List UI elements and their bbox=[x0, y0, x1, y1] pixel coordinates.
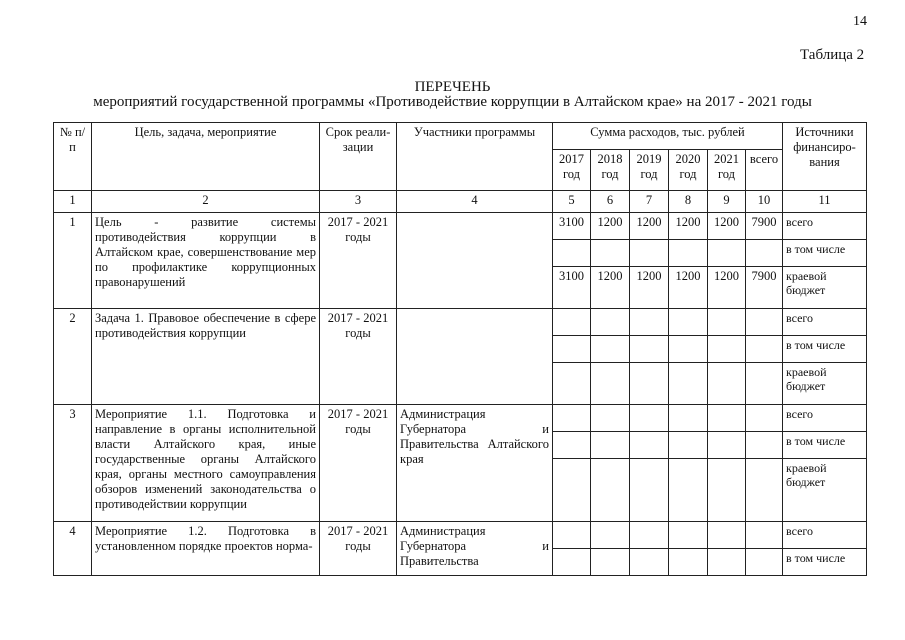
value-2021 bbox=[708, 522, 746, 549]
value-total bbox=[746, 459, 783, 522]
funding-source: в том числе bbox=[783, 549, 867, 576]
funding-source: всего bbox=[783, 309, 867, 336]
value-2017 bbox=[553, 309, 591, 336]
row-participants: Администрация Губернатора и Правительства bbox=[397, 522, 553, 576]
value-2018 bbox=[591, 363, 630, 405]
value-2017 bbox=[553, 240, 591, 267]
row-term: 2017 - 2021 годы bbox=[320, 522, 397, 576]
value-2019 bbox=[630, 240, 669, 267]
value-2020: 1200 bbox=[669, 267, 708, 309]
value-2021 bbox=[708, 363, 746, 405]
header-year-2021: 2021 год bbox=[708, 150, 746, 191]
header-sources: Источники финансиро-вания bbox=[783, 123, 867, 191]
col-number: 6 bbox=[591, 191, 630, 213]
funding-source: в том числе bbox=[783, 240, 867, 267]
value-2018: 1200 bbox=[591, 213, 630, 240]
header-participants: Участники программы bbox=[397, 123, 553, 191]
row-participants: Администрация Губернатора и Правительства Алтайского края bbox=[397, 405, 553, 522]
header-goal: Цель, задача, мероприятие bbox=[92, 123, 320, 191]
value-2018 bbox=[591, 459, 630, 522]
value-2019 bbox=[630, 336, 669, 363]
col-number: 9 bbox=[708, 191, 746, 213]
col-number: 7 bbox=[630, 191, 669, 213]
value-2019: 1200 bbox=[630, 267, 669, 309]
value-2017: 3100 bbox=[553, 267, 591, 309]
value-2019 bbox=[630, 459, 669, 522]
table-label: Таблица 2 bbox=[800, 47, 865, 63]
value-2018 bbox=[591, 336, 630, 363]
document-subtitle: мероприятий государственной программы «Противодействие коррупции в Алтайском крае» на 2017 - 2021 годы bbox=[93, 94, 812, 110]
value-total: 7900 bbox=[746, 213, 783, 240]
value-2019 bbox=[630, 405, 669, 432]
row-term: 2017 - 2021 годы bbox=[320, 405, 397, 522]
value-2017 bbox=[553, 336, 591, 363]
value-total bbox=[746, 309, 783, 336]
value-2019: 1200 bbox=[630, 213, 669, 240]
document-title: ПЕРЕЧЕНЬ bbox=[414, 79, 491, 95]
row-num: 4 bbox=[54, 522, 92, 576]
value-total bbox=[746, 363, 783, 405]
row-num: 3 bbox=[54, 405, 92, 522]
value-2017 bbox=[553, 459, 591, 522]
row-term: 2017 - 2021 годы bbox=[320, 309, 397, 405]
value-2020 bbox=[669, 336, 708, 363]
value-2020 bbox=[669, 459, 708, 522]
value-2020 bbox=[669, 549, 708, 576]
funding-source: краевой бюджет bbox=[783, 459, 867, 522]
row-term: 2017 - 2021 годы bbox=[320, 213, 397, 309]
table-row bbox=[54, 213, 867, 240]
value-total bbox=[746, 522, 783, 549]
value-2021: 1200 bbox=[708, 267, 746, 309]
row-goal: Цель - развитие системы противодействия коррупции в Алтайском крае, совершенствование мер по профилактике коррупционных правонарушений bbox=[92, 213, 320, 309]
value-2020 bbox=[669, 309, 708, 336]
col-number: 11 bbox=[783, 191, 867, 213]
measures-table bbox=[53, 122, 867, 576]
value-2018 bbox=[591, 432, 630, 459]
header-year-2020: 2020 год bbox=[669, 150, 708, 191]
value-2017 bbox=[553, 522, 591, 549]
table-row bbox=[54, 405, 867, 432]
header-costs: Сумма расходов, тыс. рублей bbox=[553, 123, 783, 150]
header-year-2018: 2018 год bbox=[591, 150, 630, 191]
value-2017 bbox=[553, 549, 591, 576]
funding-source: всего bbox=[783, 522, 867, 549]
funding-source: в том числе bbox=[783, 336, 867, 363]
col-number: 4 bbox=[397, 191, 553, 213]
value-total bbox=[746, 405, 783, 432]
value-total bbox=[746, 549, 783, 576]
value-2019 bbox=[630, 549, 669, 576]
col-number: 1 bbox=[54, 191, 92, 213]
value-2017 bbox=[553, 405, 591, 432]
table-row bbox=[54, 309, 867, 336]
value-2020 bbox=[669, 405, 708, 432]
page-number: 14 bbox=[853, 14, 867, 29]
value-2018 bbox=[591, 549, 630, 576]
value-total bbox=[746, 240, 783, 267]
value-2020 bbox=[669, 432, 708, 459]
header-num: № п/п bbox=[54, 123, 92, 191]
header-year-2019: 2019 год bbox=[630, 150, 669, 191]
value-2019 bbox=[630, 309, 669, 336]
value-2019 bbox=[630, 522, 669, 549]
value-2021 bbox=[708, 405, 746, 432]
col-number: 3 bbox=[320, 191, 397, 213]
row-goal: Мероприятие 1.1. Подготовка и направление в органы исполнительной власти Алтайского края, иные государственные органы Алтайского края, органы местного самоуправления обзоров изменений законодательства о противодействии коррупции bbox=[92, 405, 320, 522]
value-2021 bbox=[708, 432, 746, 459]
header-year-2017: 2017 год bbox=[553, 150, 591, 191]
row-goal: Задача 1. Правовое обеспечение в сфере противодействия коррупции bbox=[92, 309, 320, 405]
col-number: 8 bbox=[669, 191, 708, 213]
value-2019 bbox=[630, 363, 669, 405]
row-participants bbox=[397, 213, 553, 309]
header-row bbox=[54, 123, 867, 150]
value-2021 bbox=[708, 240, 746, 267]
value-2021 bbox=[708, 309, 746, 336]
table-row bbox=[54, 522, 867, 549]
header-term: Срок реали-зации bbox=[320, 123, 397, 191]
row-goal: Мероприятие 1.2. Подготовка в установленном порядке проектов норма- bbox=[92, 522, 320, 576]
value-2017 bbox=[553, 432, 591, 459]
value-2018 bbox=[591, 240, 630, 267]
value-2017 bbox=[553, 363, 591, 405]
funding-source: краевой бюджет bbox=[783, 267, 867, 309]
value-2020: 1200 bbox=[669, 213, 708, 240]
value-2018: 1200 bbox=[591, 267, 630, 309]
value-2020 bbox=[669, 363, 708, 405]
row-num: 2 bbox=[54, 309, 92, 405]
value-2018 bbox=[591, 405, 630, 432]
value-2020 bbox=[669, 522, 708, 549]
value-total: 7900 bbox=[746, 267, 783, 309]
header-total: всего bbox=[746, 150, 783, 191]
funding-source: краевой бюджет bbox=[783, 363, 867, 405]
value-2020 bbox=[669, 240, 708, 267]
value-2021 bbox=[708, 336, 746, 363]
row-num: 1 bbox=[54, 213, 92, 309]
funding-source: в том числе bbox=[783, 432, 867, 459]
value-2018 bbox=[591, 522, 630, 549]
value-2021: 1200 bbox=[708, 213, 746, 240]
row-participants bbox=[397, 309, 553, 405]
column-numbers-row bbox=[54, 191, 867, 213]
value-2018 bbox=[591, 309, 630, 336]
value-total bbox=[746, 336, 783, 363]
value-2017: 3100 bbox=[553, 213, 591, 240]
col-number: 5 bbox=[553, 191, 591, 213]
funding-source: всего bbox=[783, 213, 867, 240]
value-2019 bbox=[630, 432, 669, 459]
value-total bbox=[746, 432, 783, 459]
col-number: 10 bbox=[746, 191, 783, 213]
value-2021 bbox=[708, 459, 746, 522]
col-number: 2 bbox=[92, 191, 320, 213]
value-2021 bbox=[708, 549, 746, 576]
funding-source: всего bbox=[783, 405, 867, 432]
